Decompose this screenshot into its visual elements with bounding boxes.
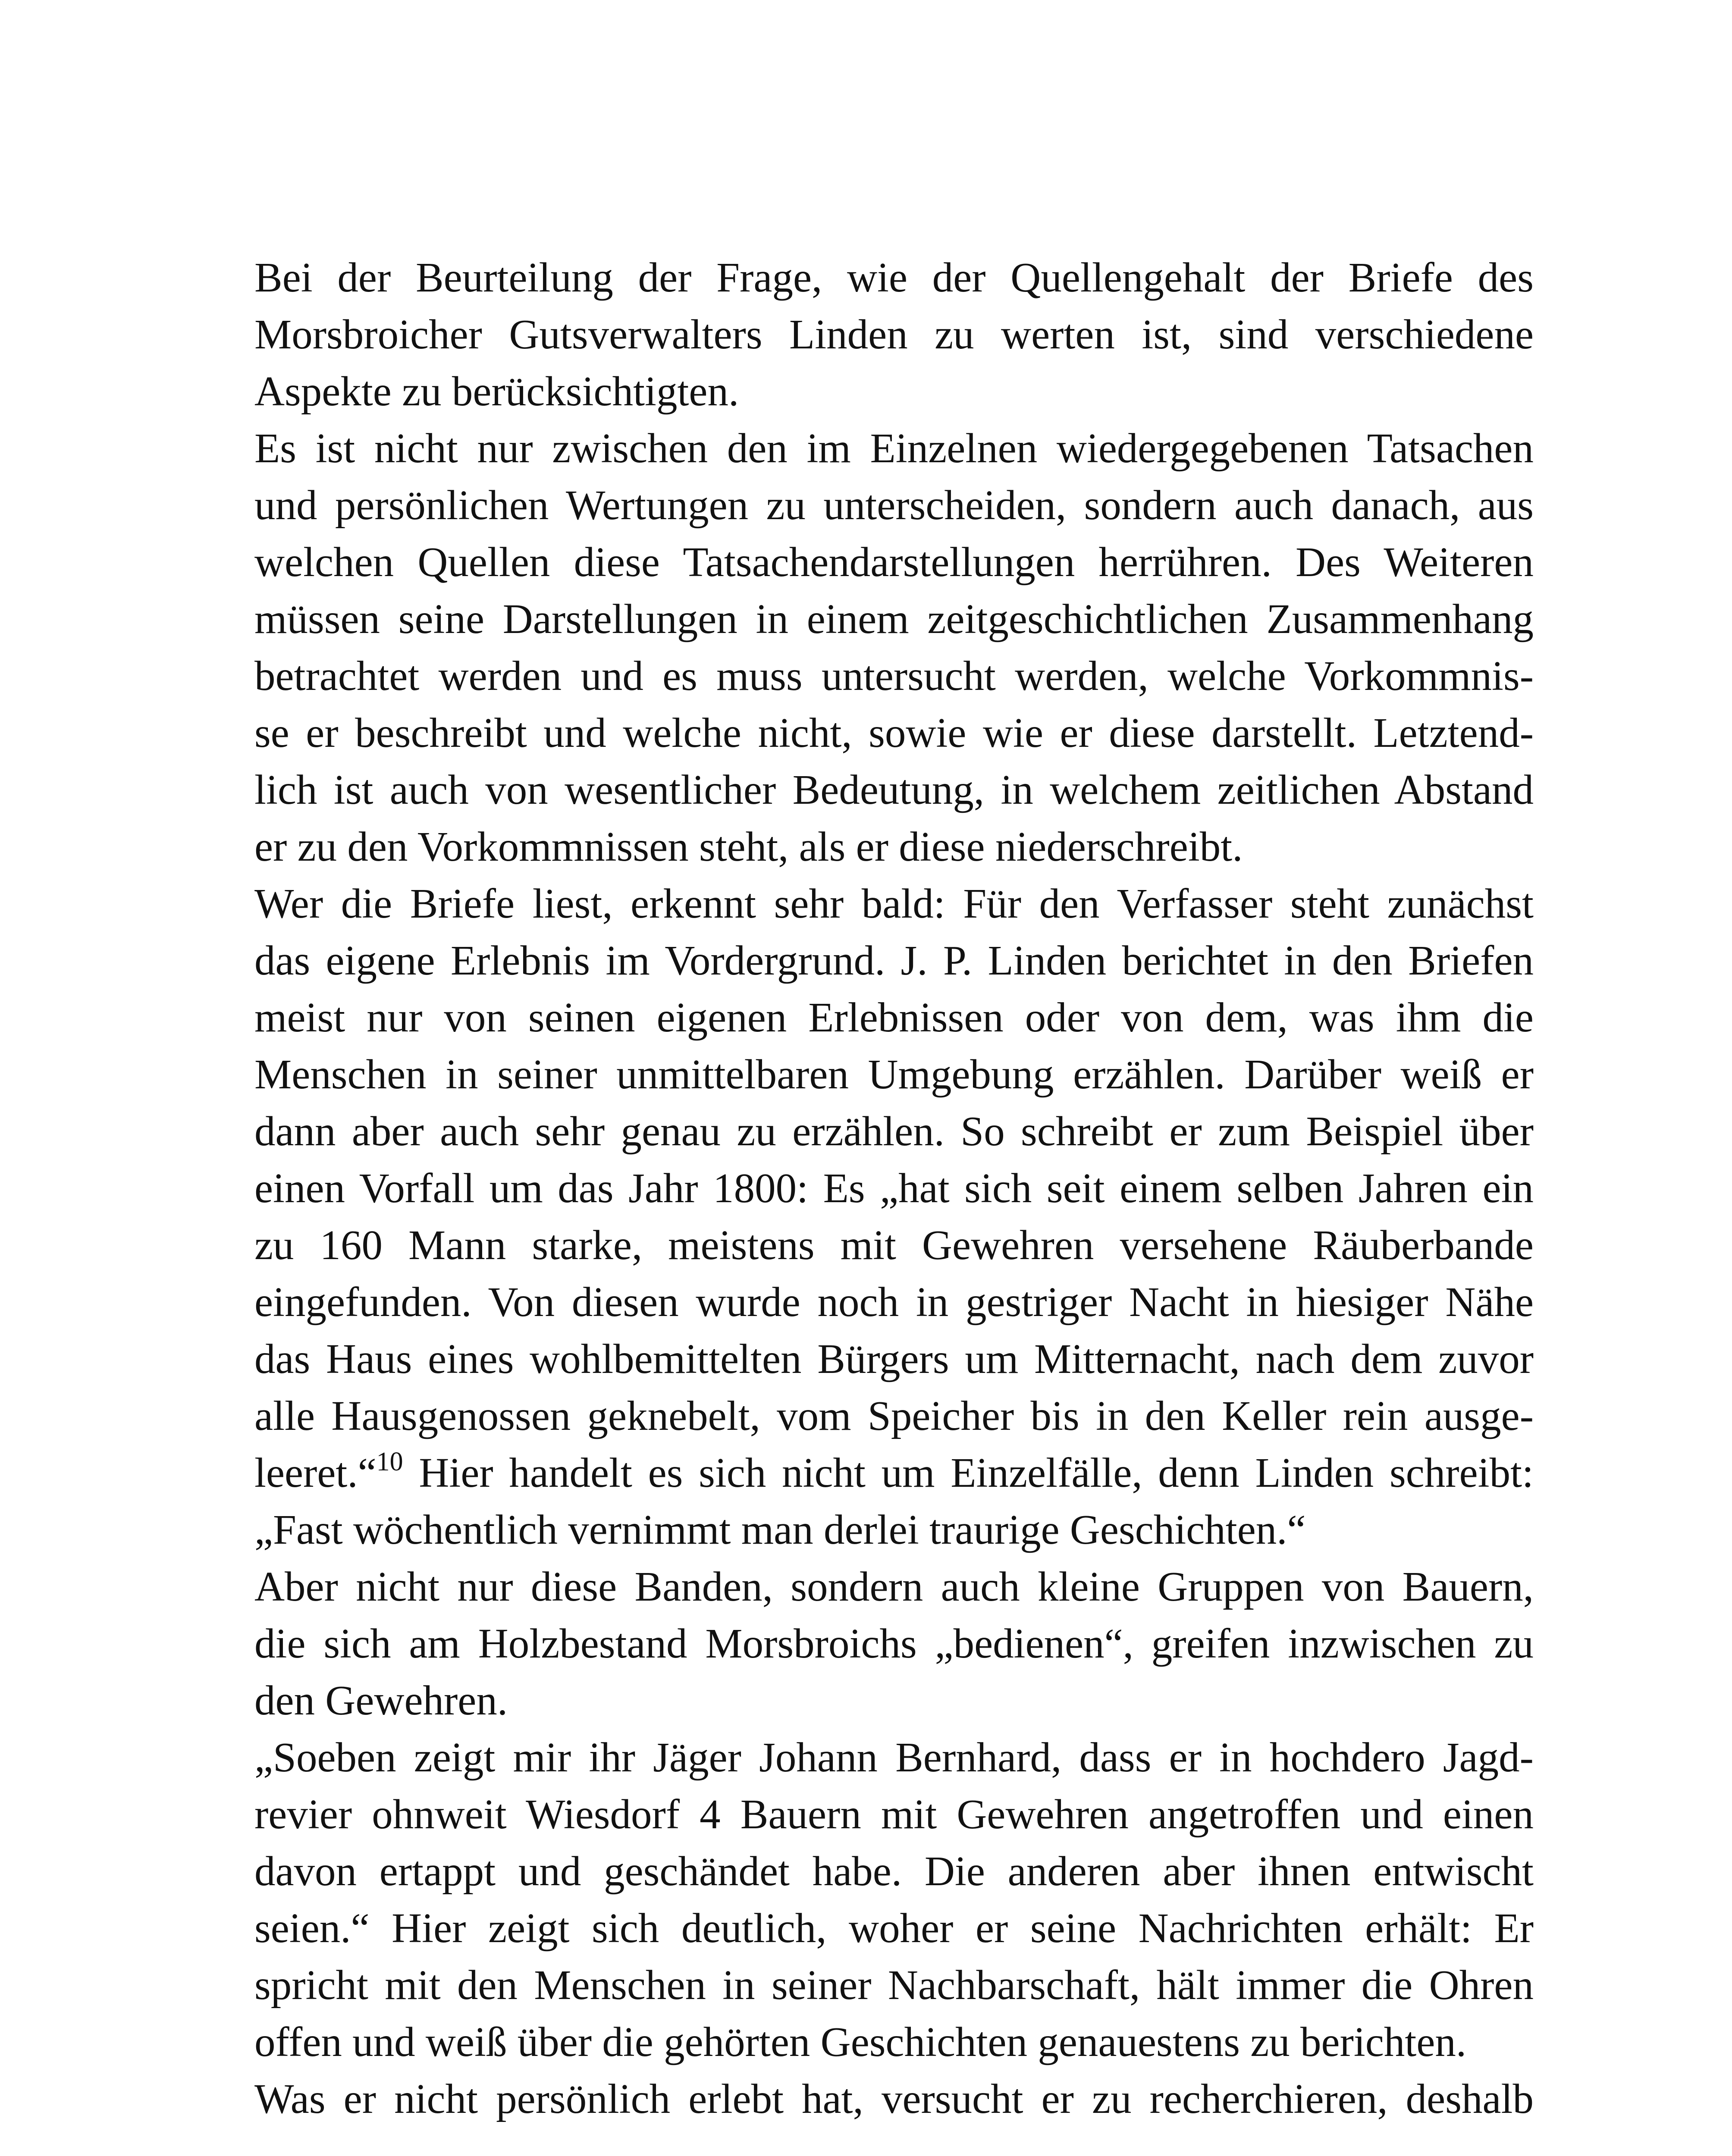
text-line: meist nur von seinen eigenen Erlebnissen oder von dem, was ihm die <box>254 994 1534 1040</box>
text-line: das eigene Erlebnis im Vordergrund. J. P. Linden berichtet in den Briefen <box>254 937 1534 984</box>
text-line: betrachtet werden und es muss untersucht werden, welche Vorkommnis- <box>254 653 1534 699</box>
text-line: den Gewehren. <box>254 1677 508 1724</box>
text-line: einen Vorfall um das Jahr 1800: Es „hat sich seit einem selben Jahren ein <box>254 1165 1534 1211</box>
text-line: Es ist nicht nur zwischen den im Einzelnen wiedergegebenen Tatsachen <box>254 425 1534 471</box>
text-line: „Fast wöchentlich vernimmt man derlei traurige Geschichten.“ <box>254 1507 1306 1553</box>
text-line: Aber nicht nur diese Banden, sondern auch kleine Gruppen von Bauern, <box>254 1564 1534 1610</box>
text-line: das Haus eines wohlbemittelten Bürgers um Mitternacht, nach dem zuvor <box>254 1336 1534 1382</box>
body-text <box>254 249 1534 2128</box>
text-line: dann aber auch sehr genau zu erzählen. So schreibt er zum Beispiel über <box>254 1108 1534 1154</box>
text-line: die sich am Holzbestand Morsbroichs „bedienen“, greifen inzwischen zu <box>254 1620 1534 1667</box>
text-line: Aspekte zu berücksichtigten. <box>254 368 739 414</box>
text-segment: leeret.“ <box>254 1450 377 1496</box>
text-line: „Soeben zeigt mir ihr Jäger Johann Bernhard, dass er in hochdero Jagd- <box>254 1734 1534 1780</box>
text-line: Was er nicht persönlich erlebt hat, versucht er zu recherchieren, deshalb <box>254 2076 1534 2122</box>
text-line: müssen seine Darstellungen in einem zeitgeschichtlichen Zusammenhang <box>254 596 1534 642</box>
text-line-with-footnote-ref <box>254 1445 1534 1501</box>
text-line: Morsbroicher Gutsverwalters Linden zu werten ist, sind verschiedene <box>254 311 1534 357</box>
text-line: offen und weiß über die gehörten Geschichten genauestens zu berichten. <box>254 2019 1467 2065</box>
text-line: zu 160 Mann starke, meistens mit Gewehren versehene Räuberbande <box>254 1222 1534 1268</box>
text-line: und persönlichen Wertungen zu unterscheiden, sondern auch danach, aus <box>254 482 1534 528</box>
text-line: spricht mit den Menschen in seiner Nachbarschaft, hält immer die Ohren <box>254 1962 1534 2008</box>
text-line: seien.“ Hier zeigt sich deutlich, woher er seine Nachrichten erhält: Er <box>254 1905 1534 1951</box>
text-line: revier ohnweit Wiesdorf 4 Bauern mit Gewehren angetroffen und einen <box>254 1791 1534 1837</box>
footnote-reference: 10 <box>376 1447 403 1476</box>
text-line: Bei der Beurteilung der Frage, wie der Quellengehalt der Briefe des <box>254 254 1534 301</box>
text-line: Wer die Briefe liest, erkennt sehr bald: Für den Verfasser steht zunächst <box>254 881 1534 927</box>
text-line: davon ertappt und geschändet habe. Die anderen aber ihnen entwischt <box>254 1848 1534 1894</box>
text-line: eingefunden. Von diesen wurde noch in gestriger Nacht in hiesiger Nähe <box>254 1279 1534 1325</box>
text-line: welchen Quellen diese Tatsachendarstellungen herrühren. Des Weiteren <box>254 539 1534 585</box>
text-line: er zu den Vorkommnissen steht, als er diese niederschreibt. <box>254 824 1243 870</box>
text-line: lich ist auch von wesentlicher Bedeutung, in welchem zeitlichen Abstand <box>254 767 1534 813</box>
text-line: alle Hausgenossen geknebelt, vom Speicher bis in den Keller rein ausge- <box>254 1393 1534 1439</box>
text-segment: Hier handelt es sich nicht um Einzelfälle, denn Linden schreibt: <box>403 1450 1534 1496</box>
text-line: se er beschreibt und welche nicht, sowie wie er diese darstellt. Letztend- <box>254 710 1534 756</box>
text-line: Menschen in seiner unmittelbaren Umgebung erzählen. Darüber weiß er <box>254 1051 1534 1097</box>
